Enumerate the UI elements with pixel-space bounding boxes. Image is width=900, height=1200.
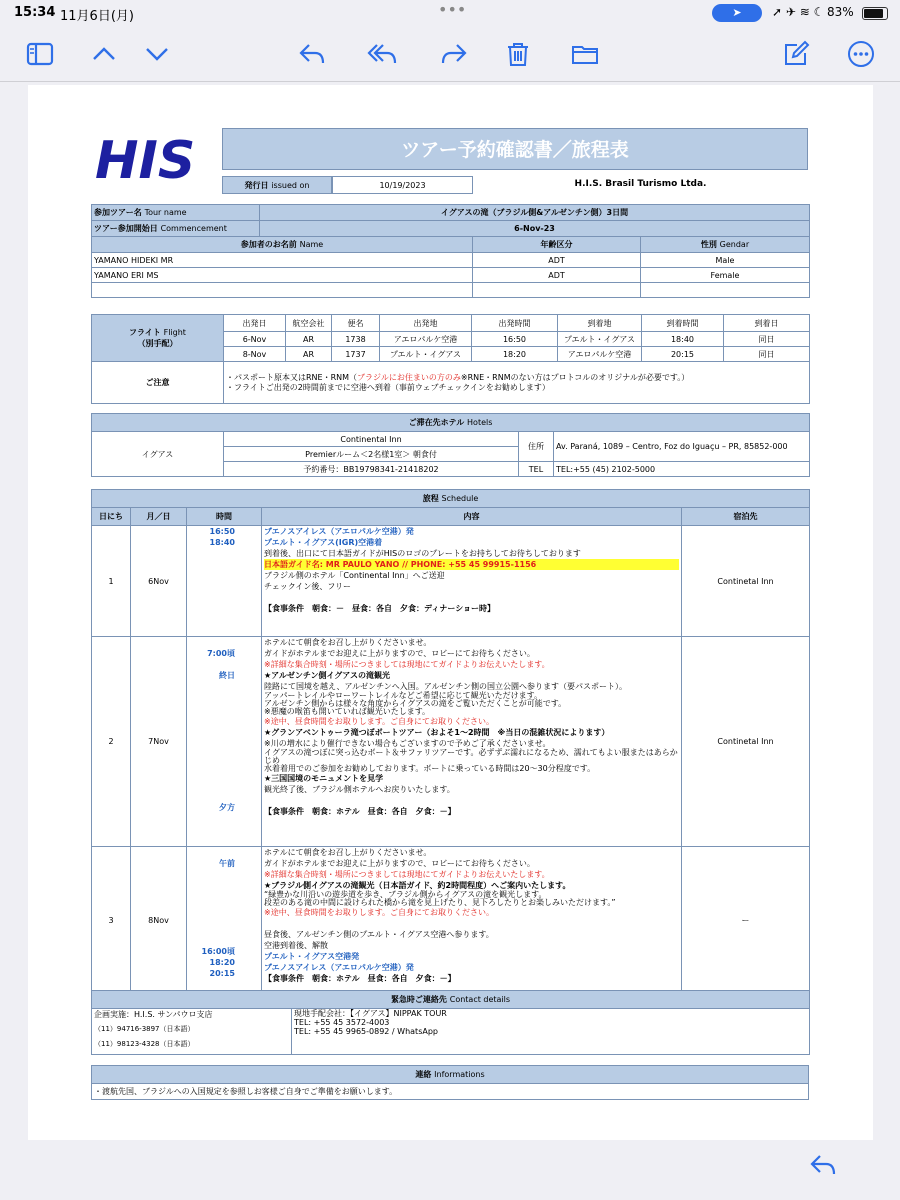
- contact-header: 緊急時ご連絡先 Contact details: [92, 991, 810, 1009]
- schedule-date: 8Nov: [131, 847, 187, 995]
- battery-icon: [862, 7, 888, 20]
- schedule-stay: Continetal Inn: [682, 637, 810, 847]
- schedule-time: [189, 692, 235, 703]
- schedule-time: [189, 902, 235, 913]
- schedule-line: 段差のある滝の中間に設けられた橋から滝を見上げたり、見下ろしたりとお楽しみいただけます。”: [264, 898, 616, 907]
- schedule-time: [189, 548, 235, 559]
- schedule-line: ガイドがホテルまでお迎えに上がりますので、ロビーにてお待ちください。: [264, 859, 535, 868]
- flight-table: [91, 314, 810, 404]
- schedule-line: ★三国国境のモニュメントを見学: [264, 774, 384, 783]
- location-pill-icon[interactable]: ➤: [712, 4, 762, 22]
- schedule-day: 3: [92, 847, 131, 995]
- folder-icon[interactable]: [567, 36, 603, 72]
- flight-cell: 18:20: [472, 347, 558, 362]
- tour-name-label: 参加ツアー名 Tour name: [92, 205, 260, 221]
- schedule-date: 6Nov: [131, 526, 187, 637]
- schedule-time: [189, 869, 235, 880]
- reply-icon: [808, 1150, 838, 1180]
- hotel-city: イグアス: [92, 432, 224, 477]
- schedule-time: 7:00頃: [207, 649, 235, 658]
- schedule-line: 【食事条件 朝食：ホテル 昼食：各自 夕食：－】: [264, 974, 456, 983]
- flight-cell: AR: [286, 332, 332, 347]
- schedule-line: プエルト・イグアス空港発: [264, 952, 360, 961]
- schedule-time: 20:15: [209, 969, 235, 978]
- schedule-line: プエルト・イグアス(IGR)空港着: [264, 538, 383, 547]
- contact-left: 企画実施：H.I.S. サンパウロ支店 （11）94716-3897（日本語） （11）98123-4328（日本語）: [92, 1009, 292, 1055]
- contact-table: [91, 990, 810, 1055]
- flight-cell: 16:50: [472, 332, 558, 347]
- schedule-time: [189, 614, 235, 625]
- passenger-name: YAMANO ERI MS: [92, 268, 473, 283]
- his-logo: [91, 128, 216, 188]
- schedule-time: [189, 581, 235, 592]
- schedule-time: [189, 637, 235, 648]
- schedule-time: [189, 824, 235, 835]
- schedule-line: ※途中、昼食時間をお取りします。ご自身にてお取りください。: [264, 717, 495, 726]
- passenger-age: ADT: [473, 268, 641, 283]
- schedule-time: [189, 769, 235, 780]
- contact-right: 現地手配会社：【イグアス】NIPPAK TOUR TEL: +55 45 3572-4003 TEL: +55 45 9965-0892 / WhatsApp: [292, 1009, 810, 1055]
- schedule-col-header: 日にち: [92, 508, 131, 526]
- svg-text:HIS: HIS: [95, 131, 196, 188]
- schedule-day: 1: [92, 526, 131, 637]
- hotel-tel-label: TEL: [519, 462, 554, 477]
- schedule-time: [189, 924, 235, 935]
- flight-cell: アエロパルケ空港: [380, 332, 472, 347]
- schedule-col-header: 時間: [187, 508, 262, 526]
- flight-header: 出発時間: [472, 315, 558, 332]
- reply-icon[interactable]: [294, 36, 330, 72]
- passenger-name-header: 参加者のお名前 Name: [92, 237, 473, 253]
- flight-cell: 1737: [332, 347, 380, 362]
- schedule-times: [187, 847, 262, 995]
- flight-cell: アエロパルケ空港: [558, 347, 642, 362]
- reply-all-icon[interactable]: [364, 36, 400, 72]
- schedule-time: [189, 592, 235, 603]
- schedule-line: ホテルにて朝食をお召し上がりくださいませ。: [264, 848, 432, 857]
- info-table: [91, 1065, 809, 1100]
- more-icon[interactable]: [843, 36, 879, 72]
- schedule-col-header: 月／日: [131, 508, 187, 526]
- table-row: [92, 253, 810, 268]
- flight-cell: AR: [286, 347, 332, 362]
- schedule-time: [189, 891, 235, 902]
- schedule-line: 観光終了後、ブラジル側ホテルへお戻りいたします。: [264, 785, 455, 794]
- schedule-time: [189, 725, 235, 736]
- schedule-time: 18:20: [209, 958, 235, 967]
- schedule-line: ※途中、昼食時間をお取りします。ご自身にてお取りください。: [264, 908, 495, 917]
- schedule-time: [189, 703, 235, 714]
- schedule-time: [189, 681, 235, 692]
- flight-header: 到着地: [558, 315, 642, 332]
- hotel-header: ご滞在先ホテル Hotels: [92, 414, 810, 432]
- notice-text: ・パスポート原本又はRNE・RNM（ブラジルにお住まいの方のみ※RNE・RNMのない方はプロトコルのオリジナルが必要です。） ・フライトご出発の2時間前までに空港へ到着（事前ウェブチェックインをお勧めします）: [224, 362, 810, 404]
- tour-start-label: ツアー参加開始日 Commencement: [92, 221, 260, 237]
- flight-cell: 同日: [724, 332, 810, 347]
- schedule-line: 水着着用でのご参加をお勧めしております。ボートに乗っている時間は20～30分程度です。: [264, 764, 596, 773]
- flight-header: 便名: [332, 315, 380, 332]
- flight-cell: プエルト・イグアス: [558, 332, 642, 347]
- mail-toolbar: [0, 28, 900, 80]
- schedule-time: [189, 791, 235, 802]
- flight-label: フライト Flight （別手配）: [92, 315, 224, 362]
- schedule-line: アッパートレイルやローワートレイルなどご希望に応じて観光いただけます。: [264, 691, 542, 700]
- schedule-line: “緑豊かな川沿いの遊歩道を歩き、ブラジル側からイグアスの滝を観光します。: [264, 890, 547, 899]
- schedule-time: [189, 935, 235, 946]
- schedule-line: ※詳細な集合時刻・場所につきましては現地にてガイドよりお伝えいたします。: [264, 660, 550, 669]
- schedule-time: [189, 835, 235, 846]
- schedule-line: ホテルにて朝食をお召し上がりくださいませ。: [264, 638, 432, 647]
- chevron-up-icon[interactable]: [86, 36, 122, 72]
- schedule-line: ※川の増水により催行できない場合もございますので予めご了承くださいませ。: [264, 739, 551, 748]
- flight-header: 出発日: [224, 315, 286, 332]
- schedule-time: [189, 659, 235, 670]
- passenger-age: ADT: [473, 253, 641, 268]
- hotel-tel: TEL:+55 (45) 2102-5000: [554, 462, 810, 477]
- hotel-addr-label: 住所: [519, 432, 554, 462]
- schedule-line: ★グランアベントゥーラ滝つぼボートツアー（およそ1～2時間 ※当日の混雑状況によります）: [264, 728, 610, 737]
- schedule-time: [189, 847, 235, 858]
- compose-icon[interactable]: [778, 36, 814, 72]
- schedule-time: [189, 603, 235, 614]
- status-date: 11月6日(月): [60, 9, 134, 24]
- toolbar-divider: [0, 81, 900, 82]
- schedule-day-row: [92, 847, 810, 995]
- flight-cell: 8-Nov: [224, 347, 286, 362]
- schedule-time: [189, 880, 235, 891]
- schedule-line: 日本語ガイド名: MR PAULO YANO // PHONE: +55 45 99915-1156: [264, 559, 679, 570]
- passenger-name: YAMANO HIDEKI MR: [92, 253, 473, 268]
- document-title: ツアー予約確認書／旅程表: [222, 128, 808, 170]
- schedule-line: ★アルゼンチン側イグアスの滝観光: [264, 671, 390, 680]
- schedule-content: [262, 526, 682, 637]
- schedule-line: 空港到着後、解散: [264, 941, 328, 950]
- table-row: [92, 283, 810, 298]
- schedule-time: 16:00頃: [201, 947, 235, 956]
- forward-icon[interactable]: [436, 36, 472, 72]
- schedule-line: [264, 918, 679, 929]
- schedule-line: 昼食後、アルゼンチン側のプエルト・イグアス空港へ参ります。: [264, 930, 494, 939]
- schedule-date: 7Nov: [131, 637, 187, 847]
- schedule-table: [91, 489, 810, 995]
- schedule-time: 18:40: [209, 538, 235, 547]
- passenger-age-header: 年齢区分: [473, 237, 641, 253]
- multitask-dots-icon[interactable]: •••: [438, 0, 467, 19]
- status-bar: [0, 0, 900, 28]
- schedule-line: 到着後、出口にて日本語ガイドがHISのロゴのプレートをお持ちしてお待ちしております: [264, 549, 581, 558]
- schedule-line: ガイドがホテルまでお迎えに上がりますので、ロビーにてお待ちください。: [264, 649, 535, 658]
- chevron-down-icon[interactable]: [139, 36, 175, 72]
- schedule-time: [189, 780, 235, 791]
- schedule-time: [189, 913, 235, 924]
- schedule-content: [262, 637, 682, 847]
- schedule-time: [189, 979, 235, 990]
- schedule-time: [189, 736, 235, 747]
- passenger-gender: Female: [641, 268, 810, 283]
- trash-icon[interactable]: [500, 36, 536, 72]
- hotel-booking: 予約番号：BB19798341-21418202: [224, 462, 519, 477]
- schedule-time: 夕方: [219, 803, 235, 812]
- flight-cell: プエルト・イグアス: [380, 347, 472, 362]
- hotel-address: Av. Paraná, 1089 – Centro, Foz do Iguaçu – PR, 85852-000: [554, 432, 810, 462]
- flight-cell: 1738: [332, 332, 380, 347]
- schedule-header: 旅程 Schedule: [92, 490, 810, 508]
- hotel-table: [91, 413, 810, 477]
- schedule-line: ブエノスアイレス（アエロパルケ空港）発: [264, 527, 414, 536]
- schedule-stay: ー: [682, 847, 810, 995]
- schedule-line: ※詳細な集合時刻・場所につきましては現地にてガイドよりお伝えいたします。: [264, 870, 550, 879]
- company-name: H.I.S. Brasil Turismo Ltda.: [574, 179, 707, 189]
- schedule-line: 【食事条件 朝食：－ 昼食：各自 夕食：ディナーショー時】: [264, 604, 496, 613]
- schedule-time: [189, 747, 235, 758]
- reply-bottom-button[interactable]: [808, 1150, 848, 1186]
- schedule-line: イグアスの滝つぼに突っ込むボート＆サファリツアーです。必ずずぶ濡れになるため、濡れてもよい服またはあらかじめ: [264, 748, 678, 765]
- schedule-line: 【食事条件 朝食：ホテル 昼食：各自 夕食：－】: [264, 807, 456, 816]
- schedule-day: 2: [92, 637, 131, 847]
- schedule-time: [189, 758, 235, 769]
- hotel-room: Premierルーム＜2名様1室＞ 朝食付: [224, 447, 519, 462]
- schedule-time: 終日: [219, 671, 235, 680]
- schedule-times: [187, 526, 262, 637]
- flight-cell: 6-Nov: [224, 332, 286, 347]
- schedule-col-header: 宿泊先: [682, 508, 810, 526]
- schedule-day-row: [92, 637, 810, 847]
- schedule-content: [262, 847, 682, 995]
- flight-header: 航空会社: [286, 315, 332, 332]
- flight-cell: 20:15: [642, 347, 724, 362]
- flight-cell: 同日: [724, 347, 810, 362]
- notice-label: ご注意: [92, 362, 224, 404]
- schedule-time: [189, 570, 235, 581]
- schedule-line: ★ブラジル側イグアスの滝観光（日本語ガイド、約2時間程度）へご案内いたします。: [264, 881, 571, 890]
- passenger-gender: Male: [641, 253, 810, 268]
- passenger-gender-header: 性別 Gendar: [641, 237, 810, 253]
- schedule-day-row: [92, 526, 810, 637]
- schedule-time: [189, 714, 235, 725]
- sidebar-icon[interactable]: [22, 36, 58, 72]
- issued-date: 10/19/2023: [332, 176, 473, 194]
- schedule-time: 16:50: [209, 527, 235, 536]
- battery-percent: 83%: [827, 5, 854, 19]
- schedule-line: アルゼンチン側からは様々な角度からイグアスの滝をご覧いただくことが可能です。: [264, 699, 567, 708]
- hotel-name: Continental Inn: [224, 432, 519, 447]
- status-time: 15:34: [14, 5, 56, 20]
- table-row: [92, 268, 810, 283]
- schedule-line: [264, 795, 679, 806]
- system-icons: ➚ ✈ ≋ ☾: [772, 5, 825, 19]
- schedule-line: ブエノスアイレス（アエロパルケ空港）発: [264, 963, 414, 972]
- flight-header: 到着時間: [642, 315, 724, 332]
- tour-start-value: 6-Nov-23: [260, 221, 810, 237]
- schedule-line: 陸路にて国境を越え、アルゼンチンへ入国。アルゼンチン側の国立公園へ参ります（要パスポート）。: [264, 682, 628, 691]
- schedule-time: [189, 813, 235, 824]
- schedule-time: [189, 625, 235, 636]
- schedule-time: 午前: [219, 859, 235, 868]
- info-header: 連絡 Informations: [92, 1066, 809, 1084]
- flight-cell: 18:40: [642, 332, 724, 347]
- schedule-times: [187, 637, 262, 847]
- schedule-line: ※悪魔の喉笛も開いていれば観光いたします。: [264, 707, 431, 716]
- schedule-stay: Continetal Inn: [682, 526, 810, 637]
- tour-name-value: イグアスの滝（ブラジル側&アルゼンチン側）3日間: [260, 205, 810, 221]
- issued-label: 発行日 issued on: [222, 176, 332, 194]
- tour-table: [91, 204, 810, 298]
- flight-header: 到着日: [724, 315, 810, 332]
- schedule-col-header: 内容: [262, 508, 682, 526]
- schedule-time: [189, 559, 235, 570]
- schedule-line: チェックイン後、フリー: [264, 582, 352, 591]
- flight-header: 出発地: [380, 315, 472, 332]
- info-text: ・渡航先国、ブラジルへの入国規定を参照しお客様ご自身でご準備をお願いします。: [92, 1084, 809, 1100]
- schedule-line: ブラジル側のホテル「Continental Inn」へご送迎: [264, 571, 445, 580]
- schedule-line: [264, 592, 679, 603]
